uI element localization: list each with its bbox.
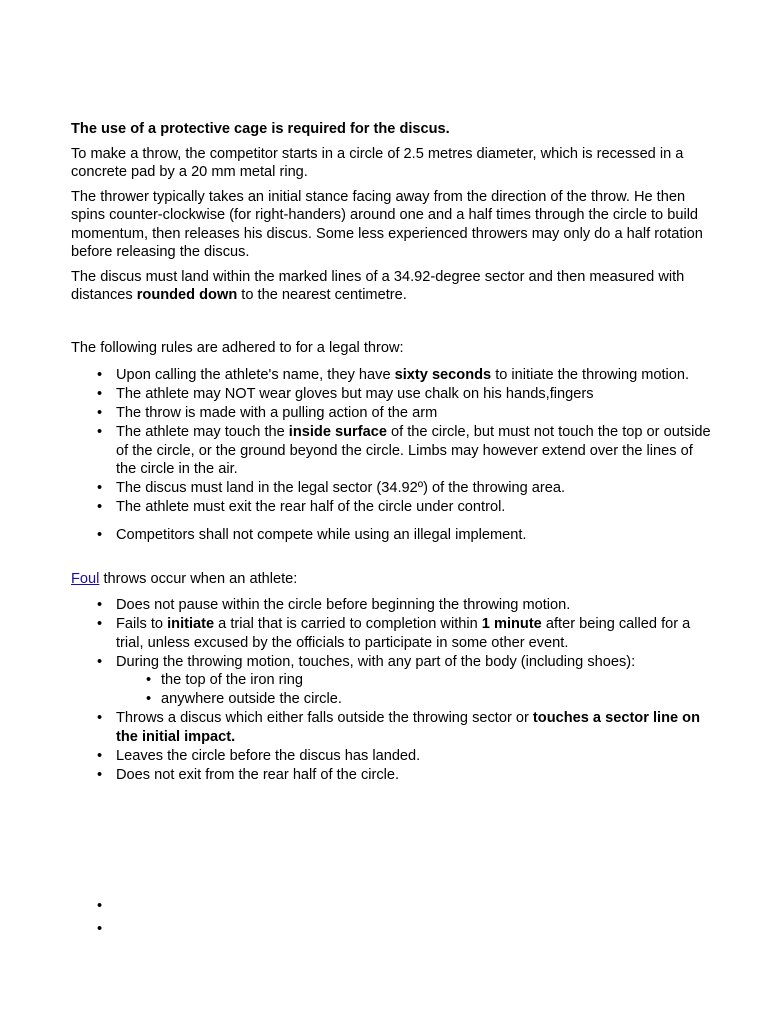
foul-text-mid: a trial that is carried to completion within [214, 616, 482, 632]
fouls-intro-text: throws occur when an athlete: [99, 570, 298, 587]
rule-text-before: Upon calling the athlete's name, they have [116, 367, 395, 383]
list-item [71, 653, 711, 709]
list-item: • The athlete must exit the rear half of the circle under control. [71, 498, 711, 517]
paragraph-circle: To make a throw, the competitor starts in a circle of 2.5 metres diameter, which is recessed in a concrete pad by a 20 mm metal ring. [71, 145, 684, 180]
foul-bold: touches a sector line on the initial impact. [116, 710, 700, 745]
rule-bold: sixty seconds [394, 367, 492, 383]
foul-bold: 1 minute [481, 616, 542, 632]
foul-sublist [116, 671, 711, 709]
list-item: • anywhere outside the circle. [116, 690, 711, 709]
paragraph-landing [71, 268, 711, 305]
foul-bold: initiate [167, 616, 215, 632]
foul-text-before: Throws a discus which either falls outside the throwing sector or [116, 710, 533, 726]
list-item: • Does not exit from the rear half of the circle. [71, 766, 711, 785]
foul-text-before: Fails to [116, 616, 168, 632]
document-body [71, 120, 711, 785]
foul-list [71, 596, 711, 784]
list-item: • The discus must land in the legal sector (34.92º) of the throwing area. [71, 479, 711, 498]
list-item: • Leaves the circle before the discus has landed. [71, 747, 711, 766]
foul-link[interactable]: Foul [71, 570, 100, 587]
rule-text-before: The athlete may touch the [116, 424, 289, 440]
rule-bold: inside surface [288, 424, 387, 440]
list-item [71, 423, 711, 479]
landing-bold: rounded down [136, 287, 238, 303]
list-item: • The throw is made with a pulling action of the arm [71, 404, 711, 423]
list-item [71, 709, 711, 746]
list-item: • the top of the iron ring [116, 671, 711, 690]
list-item: • Competitors shall not compete while using an illegal implement. [71, 526, 711, 545]
list-item: • Does not pause within the circle before beginning the throwing motion. [71, 596, 711, 615]
empty-list-item [71, 897, 711, 916]
empty-bullet-list [71, 897, 711, 943]
rules-intro: The following rules are adhered to for a legal throw: [71, 339, 404, 356]
foul-text-after: after being called for a trial, unless excused by the officials to participate in some other event. [116, 616, 691, 651]
paragraph-stance: The thrower typically takes an initial stance facing away from the direction of the throw. He then spins counter-clockwise (for right-handers) around one and a half times through the circle to build momentum, then releases his discus. Some less experienced throwers may only do a half rotation before releasing the discus. [71, 188, 703, 260]
landing-text-before: The discus must land within the marked lines of a 34.92-degree sector and then measured with distances [71, 268, 685, 303]
list-item: • The athlete may NOT wear gloves but may use chalk on his hands,fingers [71, 385, 711, 404]
list-item [71, 615, 711, 652]
landing-text-after: to the nearest centimetre. [237, 287, 407, 303]
legal-throw-rules-list [71, 366, 711, 544]
list-item [71, 366, 711, 385]
empty-list-item [71, 920, 711, 939]
document-heading: The use of a protective cage is required for the discus. [71, 121, 450, 137]
rule-text-after: to initiate the throwing motion. [491, 367, 690, 383]
fouls-intro [71, 570, 711, 589]
foul-text: During the throwing motion, touches, with any part of the body (including shoes): [116, 653, 636, 670]
rule-text-after: of the circle, but must not touch the top or outside of the circle, or the ground beyond the circle. Limbs may however extend over the lines of the circle in the air. [116, 424, 711, 477]
